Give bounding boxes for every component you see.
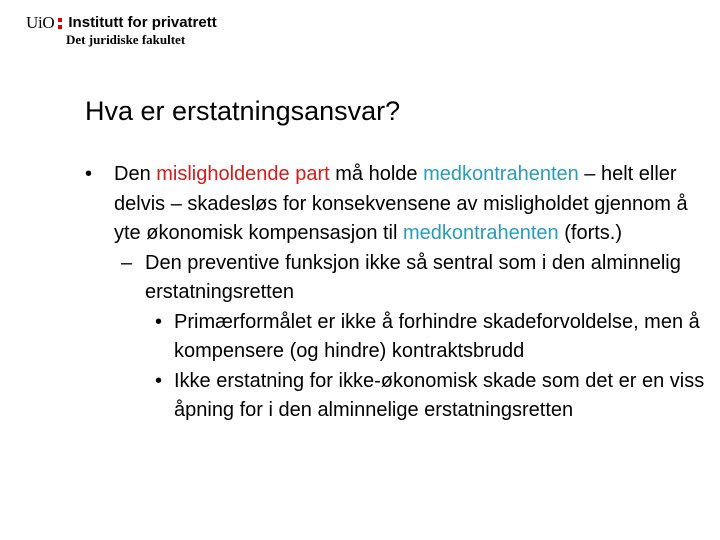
logo-mark-dot-bottom <box>58 25 62 29</box>
bullet-dot-icon: • <box>155 310 163 333</box>
bullet1-text-a: Den <box>114 163 157 185</box>
bullet-dot-icon: • <box>155 369 163 392</box>
subsub-bullet-text: Ikke erstatning for ikke-økonomisk skade som det er en viss åpning for i den alminnelige erstatningsretten <box>174 369 705 421</box>
highlight-medkontrahenten-1: medkontrahenten <box>423 163 579 185</box>
bullet-level3 <box>85 308 710 367</box>
logo-uio-text: UiO <box>26 13 55 32</box>
bullet-dot-icon: • <box>85 163 93 185</box>
slide-title: Hva er erstatningsansvar? <box>85 96 401 126</box>
bullet1-text-e: – helt eller delvis – skadesløs for konsekvensene av misligholdet gjennom å yte økonomisk kompensasjon til <box>114 163 688 244</box>
highlight-misligholdende-part: misligholdende part <box>156 163 330 185</box>
subsub-bullet-text: Primærformålet er ikke å forhindre skadeforvoldelse, men å kompensere (og hindre) kontraktsbrudd <box>174 310 700 362</box>
logo-colon-mark-icon <box>58 17 62 30</box>
logo-mark-dot-top <box>58 18 62 22</box>
uio-logo <box>26 14 217 48</box>
bullet-level3 <box>85 367 710 426</box>
bullet1-text-g: (forts.) <box>558 222 623 244</box>
logo-top-row <box>26 14 217 32</box>
sub-bullet-text: Den preventive funksjon ikke så sentral som i den alminnelig erstatningsretten <box>145 251 681 303</box>
logo-institute-name: Institutt for privatrett <box>68 14 217 31</box>
dash-marker-icon: – <box>121 251 133 274</box>
slide-content <box>85 160 710 426</box>
bullet-level1 <box>85 160 710 249</box>
bullet1-text-c: må holde <box>329 163 424 185</box>
logo-faculty-name: Det juridiske fakultet <box>66 32 186 47</box>
bullet-level2 <box>85 249 710 308</box>
highlight-medkontrahenten-2: medkontrahenten <box>403 222 559 244</box>
